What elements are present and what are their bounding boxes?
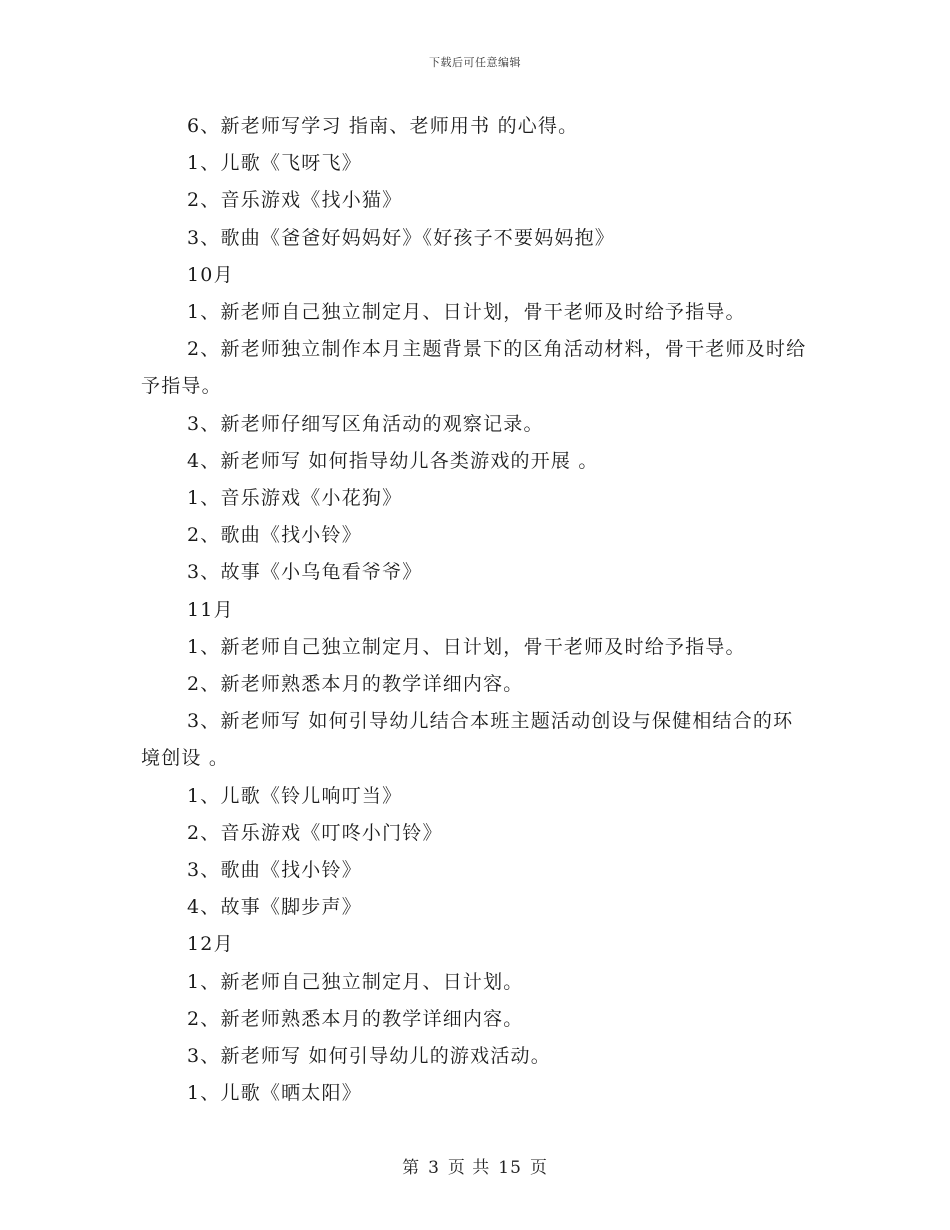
paragraph-line: 2、歌曲《找小铃》 [187,524,362,547]
footer-suffix: 页 [529,1158,548,1178]
paragraph-line: 6、新老师写学习 指南、老师用书 的心得。 [187,115,579,137]
paragraph-wrapped: 3、新老师写 如何引导幼儿结合本班主题活动创设与保健相结合的环境创设 。 [141,710,794,770]
paragraph-line: 3、歌曲《找小铃》 [187,859,362,882]
page-footer [0,1153,950,1178]
paragraph-line: 2、音乐游戏《叮咚小门铃》 [187,821,443,844]
paragraph-line: 2、新老师熟悉本月的教学详细内容。 [187,673,524,696]
paragraph-line: 1、新老师自己独立制定月、日计划。 [187,970,524,993]
paragraph-line: 2、新老师熟悉本月的教学详细内容。 [187,1007,524,1030]
paragraph-line: 4、故事《脚步声》 [187,896,362,919]
footer-middle: 页 共 [447,1158,491,1178]
paragraph-line: 3、新老师写 如何引导幼儿的游戏活动。 [187,1045,551,1068]
paragraph-line: 1、新老师自己独立制定月、日计划，骨干老师及时给予指导。 [187,301,746,324]
paragraph-line: 1、儿歌《晒太阳》 [187,1082,362,1105]
paragraph-line: 3、故事《小乌龟看爷爷》 [187,561,423,584]
month-heading: 11月 [187,598,234,621]
total-pages: 15 [498,1158,522,1178]
page-header: 下载后可任意编辑 [429,56,521,69]
paragraph-line: 3、新老师仔细写区角活动的观察记录。 [187,412,544,435]
paragraph-line: 1、新老师自己独立制定月、日计划，骨干老师及时给予指导。 [187,635,746,658]
paragraph-line: 2、音乐游戏《找小猫》 [187,189,403,212]
paragraph-wrapped: 2、新老师独立制作本月主题背景下的区角活动材料，骨干老师及时给予指导。 [141,338,807,398]
month-heading: 12月 [187,933,234,956]
paragraph-line: 1、音乐游戏《小花狗》 [187,487,403,510]
footer-prefix: 第 [402,1158,421,1178]
paragraph-line: 4、新老师写 如何指导幼儿各类游戏的开展 。 [187,449,599,472]
paragraph-line: 3、歌曲《爸爸好妈妈好》《好孩子不要妈妈抱》 [187,226,615,249]
paragraph-line: 1、儿歌《铃儿响叮当》 [187,784,403,807]
document-body [141,108,811,1112]
paragraph-line: 1、儿歌《飞呀飞》 [187,152,362,175]
month-heading: 10月 [187,263,234,286]
page-number: 3 [428,1158,440,1178]
